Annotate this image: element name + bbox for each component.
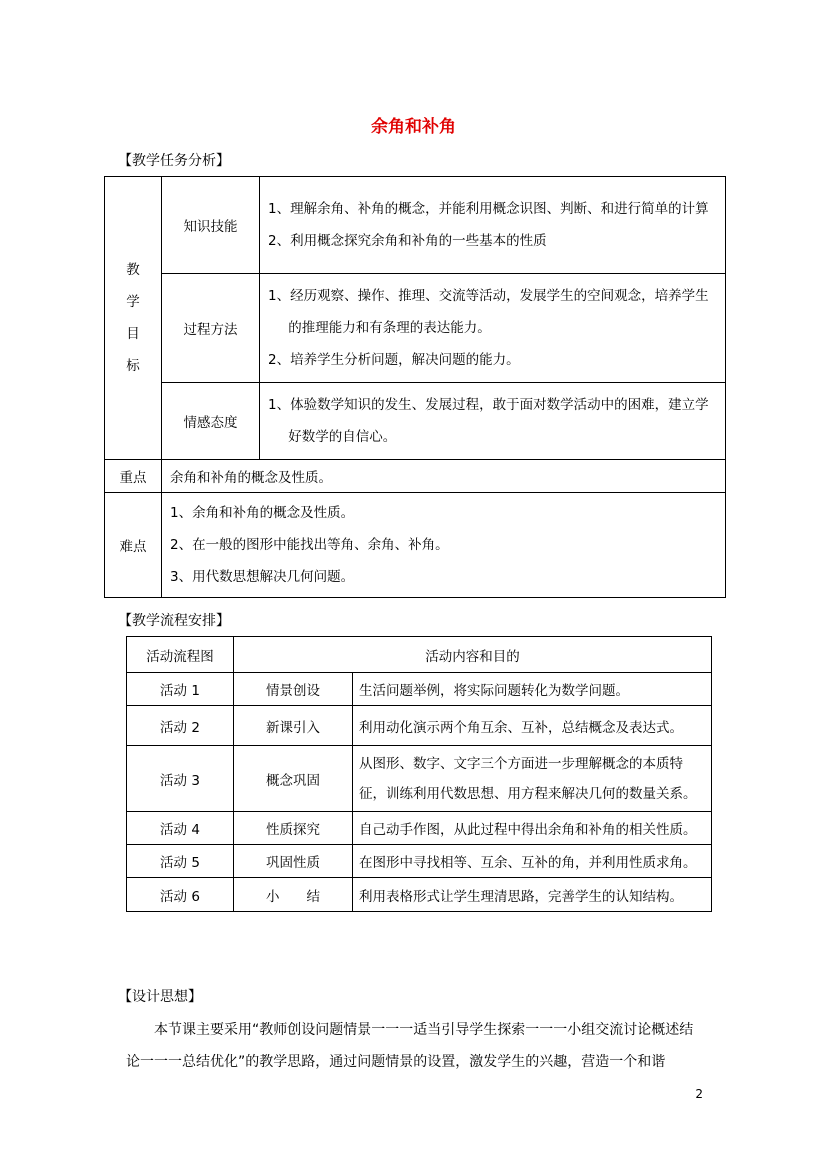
section-heading-flow: 【教学流程安排】: [118, 613, 230, 629]
flow-header-activity: 活动流程图: [127, 637, 234, 673]
goal-item: 1、理解余角、补角的概念，并能利用概念识图、判断、和进行简单的计算: [268, 201, 709, 217]
flow-content: 在图形中寻找相等、互余、互补的角，并利用性质求角。: [353, 845, 712, 878]
goal-item: 2、利用概念探究余角和补角的一些基本的性质: [268, 233, 547, 249]
goal-char: 标: [126, 358, 140, 374]
difficulty-item: 1、余角和补角的概念及性质。: [170, 505, 355, 521]
flow-content: 利用动化演示两个角互余、互补，总结概念及表达式。: [353, 706, 712, 746]
goal-item: 1、经历观察、操作、推理、交流等活动，发展学生的空间观念，培养学生的推理能力和有条理的表达能力。: [268, 288, 709, 336]
flow-activity: 活动 4: [127, 812, 234, 845]
flow-content: 利用表格形式让学生理清思路，完善学生的认知结构。: [353, 878, 712, 912]
difficulty-label: 难点: [105, 493, 162, 598]
flow-content: 从图形、数字、文字三个方面进一步理解概念的本质特征，训练利用代数思想、用方程来解决几何的数量关系。: [353, 746, 712, 812]
flow-header-content: 活动内容和目的: [234, 637, 712, 673]
key-point-label: 重点: [105, 460, 162, 493]
flow-content: 生活问题举例，将实际问题转化为数学问题。: [353, 673, 712, 706]
flow-name: 巩固性质: [234, 845, 353, 878]
goal-char: 目: [126, 326, 140, 342]
goal-row-label: 知识技能: [162, 177, 260, 274]
flow-activity: 活动 1: [127, 673, 234, 706]
section-heading-design: 【设计思想】: [118, 989, 202, 1005]
goal-item: 2、培养学生分析问题，解决问题的能力。: [268, 352, 520, 368]
flow-name: 小 结: [234, 878, 353, 912]
goal-row-label: 情感态度: [162, 383, 260, 460]
flow-activity: 活动 2: [127, 706, 234, 746]
goal-row-content: [260, 383, 726, 460]
flow-name: 性质探究: [234, 812, 353, 845]
difficulty-item: 2、在一般的图形中能找出等角、余角、补角。: [170, 537, 449, 553]
goal-row-label: 过程方法: [162, 274, 260, 383]
goal-char: 教: [126, 262, 140, 278]
flow-activity: 活动 5: [127, 845, 234, 878]
flow-activity: 活动 6: [127, 878, 234, 912]
design-paragraph: 本节课主要采用“教师创设问题情景一一一适当引导学生探索一一一小组交流讨论概述结论一一一总结优化”的教学思路，通过问题情景的设置，激发学生的兴趣，营造一个和谐: [126, 1022, 694, 1070]
goal-label-cell: [105, 177, 162, 460]
flow-activity: 活动 3: [127, 746, 234, 812]
page-number: 2: [695, 1087, 703, 1101]
task-analysis-table: [104, 176, 726, 598]
goal-item: 1、体验数学知识的发生、发展过程，敢于面对数学活动中的困难，建立学好数学的自信心。: [268, 397, 709, 445]
page-title: 余角和补角: [371, 117, 456, 137]
key-point-text: 余角和补角的概念及性质。: [162, 460, 726, 493]
difficulty-content: [162, 493, 726, 598]
flow-content: 自己动手作图，从此过程中得出余角和补角的相关性质。: [353, 812, 712, 845]
goal-row-content: [260, 177, 726, 274]
flow-table: [126, 636, 712, 912]
flow-name: 新课引入: [234, 706, 353, 746]
goal-char: 学: [126, 294, 140, 310]
flow-name: 概念巩固: [234, 746, 353, 812]
goal-row-content: [260, 274, 726, 383]
section-heading-task-analysis: 【教学任务分析】: [118, 153, 230, 169]
flow-name: 情景创设: [234, 673, 353, 706]
difficulty-item: 3、用代数思想解决几何问题。: [170, 569, 355, 585]
